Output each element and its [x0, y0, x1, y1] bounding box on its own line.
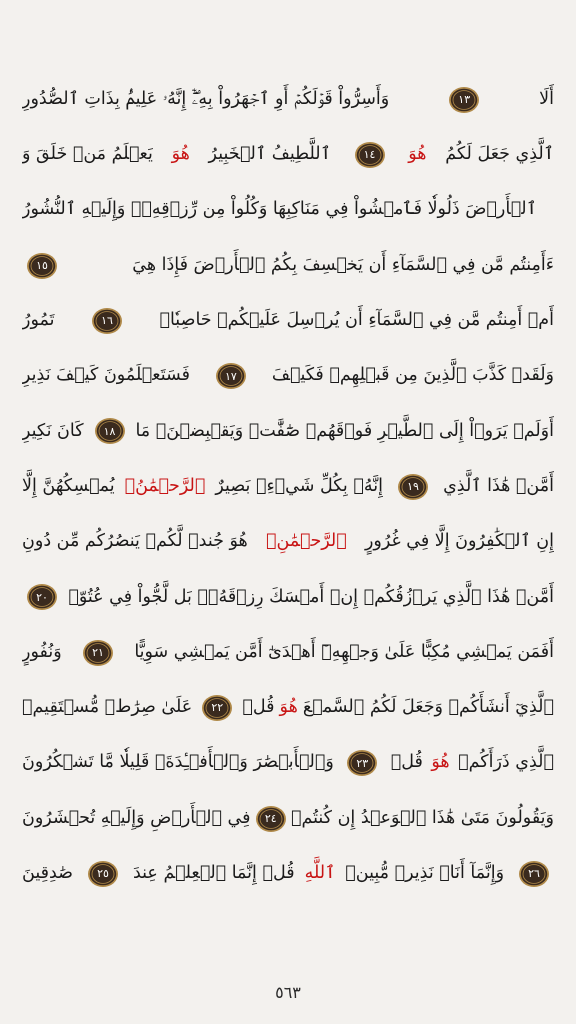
verse-text: أَفَمَن يَمۡشِي مُكِبًّا عَلَىٰ وَجۡهِهِۦٓ أَهۡدَىٰٓ أَمَّن يَمۡشِي سَوِيًّا [134, 641, 554, 662]
verse-lines [22, 72, 554, 901]
verse-text: يَعۡلَمُ مَنۡ خَلَقَ وَ [22, 144, 153, 165]
verse-text: هُوَ جُندٞ لَّكُمۡ يَنصُرُكُم مِّن دُونِ [22, 531, 248, 552]
divine-name-highlight: ٱلرَّحۡمَٰنِۚ [266, 531, 347, 552]
verse-text: فِي ٱلۡأَرۡضِ وَإِلَيۡهِ تُحۡشَرُونَ [22, 807, 251, 828]
verse-text: كَانَ نَكِيرِ [22, 420, 84, 441]
divine-name-highlight: ٱلرَّحۡمَٰنُۚ [124, 475, 206, 496]
ayah-marker [26, 252, 58, 280]
ayah-number: ٢٣ [356, 756, 369, 770]
verse-text: إِنِ ٱلۡكَٰفِرُونَ إِلَّا فِي غُرُورٍ [364, 531, 554, 552]
verse-line [22, 625, 554, 680]
ayah-marker [397, 473, 429, 501]
ayah-marker [448, 86, 480, 114]
verse-text: أَمَّنۡ هَٰذَا ٱلَّذِي [443, 475, 554, 496]
ayah-number: ١٥ [36, 259, 48, 273]
verse-line [22, 791, 554, 846]
ayah-number: ١٧ [225, 369, 237, 383]
verse-text: وَنُفُورٍ [22, 641, 62, 662]
ayah-number: ٢٤ [264, 812, 277, 825]
verse-text: وَلَقَدۡ كَذَّبَ ٱلَّذِينَ مِن قَبۡلِهِمۡ فَكَيۡفَ [271, 365, 554, 386]
verse-text: ءَأَمِنتُم مَّن فِي ٱلسَّمَآءِ أَن يَخۡسِفَ بِكُمُ ٱلۡأَرۡضَ فَإِذَا هِيَ [132, 254, 554, 275]
divine-name-highlight: هُوَ [408, 144, 427, 165]
ayah-marker [354, 141, 386, 169]
verse-line [22, 404, 554, 459]
ayah-number: ١٩ [407, 480, 419, 494]
verse-text: ٱللَّطِيفُ ٱلۡخَبِيرُ [208, 144, 331, 165]
ayah-number: ٢٠ [36, 590, 48, 604]
verse-text: أَلَا [539, 88, 554, 109]
verse-line [22, 736, 554, 791]
verse-text: يُمۡسِكُهُنَّ إِلَّا [22, 475, 115, 496]
verse-line [22, 459, 554, 514]
ayah-number: ٢٦ [528, 867, 540, 881]
verse-line [22, 238, 554, 293]
verse-text: وَٱلۡأَبۡصَٰرَ وَٱلۡأَفۡـِٔدَةَۚ قَلِيلٗا مَّا تَشۡكُرُونَ [22, 752, 334, 773]
verse-text: قُلۡ [242, 697, 275, 718]
ayah-number: ٢١ [92, 646, 104, 660]
ayah-number: ١٦ [101, 314, 113, 328]
ayah-marker [91, 307, 123, 335]
ayah-marker [518, 860, 550, 888]
verse-line [22, 348, 554, 403]
verse-text: قُلۡ [390, 752, 423, 773]
ayah-number: ٢٥ [97, 867, 109, 881]
verse-text: أَوَلَمۡ يَرَوۡاْ إِلَى ٱلطَّيۡرِ فَوۡقَهُمۡ صَٰٓفَّٰتٖ وَيَقۡبِضۡنَۚ مَا [135, 420, 554, 441]
verse-text: أَمَّنۡ هَٰذَا ٱلَّذِي يَرۡزُقُكُمۡ إِنۡ أَمۡسَكَ رِزۡقَهُۥۚ بَل لَّجُّواْ فِي عُتُوّٖ [68, 586, 554, 607]
verse-text: قُلۡ إِنَّمَا ٱلۡعِلۡمُ عِندَ [132, 863, 295, 884]
page-number: ٥٦٣ [275, 983, 301, 1002]
verse-line [22, 72, 554, 127]
verse-line [22, 293, 554, 348]
verse-text: ٱلَّذِيٓ أَنشَأَكُمۡ وَجَعَلَ لَكُمُ ٱلسَّمۡعَ [302, 697, 554, 718]
verse-line [22, 680, 554, 735]
ayah-marker [201, 694, 233, 722]
divine-name-highlight: هُوَ [431, 752, 450, 773]
verse-text: ٱلۡأَرۡضَ ذَلُولٗا فَٱمۡشُواْ فِي مَنَاكِبِهَا وَكُلُواْ مِن رِّزۡقِهِۦۖ وَإِلَيۡهِ ٱلنُّشُورُ [22, 199, 537, 220]
verse-text: ٱلَّذِي ذَرَأَكُمۡ [458, 752, 554, 773]
verse-text: تَمُورُ [22, 310, 55, 331]
divine-name-highlight: هُوَ [279, 697, 298, 718]
divine-name-highlight: هُوَ [171, 144, 190, 165]
verse-line [22, 127, 554, 182]
verse-text: أَمۡ أَمِنتُم مَّن فِي ٱلسَّمَآءِ أَن يُرۡسِلَ عَلَيۡكُمۡ حَاصِبٗاۖ [159, 310, 554, 331]
verse-text: وَأَسِرُّواْ قَوۡلَكُمۡ أَوِ ٱجۡهَرُواْ بِهِۦٓۖ إِنَّهُۥ عَلِيمُۢ بِذَاتِ ٱلصُّدُورِ [22, 88, 390, 109]
ayah-marker [255, 805, 287, 833]
ayah-marker [87, 860, 119, 888]
ayah-marker [94, 417, 126, 445]
ayah-marker [346, 749, 378, 777]
verse-text: وَإِنَّمَآ أَنَا۠ نَذِيرٞ مُّبِينٞ [345, 863, 505, 884]
verse-line [22, 514, 554, 569]
ayah-marker [82, 639, 114, 667]
verse-text: ٱلَّذِي جَعَلَ لَكُمُ [445, 144, 554, 165]
verse-text: إِنَّهُۥ بِكُلِّ شَيۡءِۭ بَصِيرٌ [215, 475, 383, 496]
ayah-number: ١٨ [103, 424, 116, 438]
ayah-number: ١٣ [458, 93, 471, 107]
divine-name-highlight: ٱللَّهِ [304, 863, 336, 884]
ayah-number: ١٤ [363, 148, 376, 162]
ayah-marker [26, 583, 58, 611]
verse-text: فَسَتَعۡلَمُونَ كَيۡفَ نَذِيرِ [22, 365, 190, 386]
ayah-marker [215, 362, 247, 390]
verse-line [22, 570, 554, 625]
verse-line [22, 846, 554, 901]
verse-line [22, 183, 554, 238]
verse-text: عَلَىٰ صِرَٰطٖ مُّسۡتَقِيمٖ [22, 697, 193, 718]
verse-text: صَٰدِقِينَ [22, 863, 74, 884]
ayah-number: ٢٢ [211, 701, 224, 715]
verse-text: وَيَقُولُونَ مَتَىٰ هَٰذَا ٱلۡوَعۡدُ إِن كُنتُمۡ [290, 807, 554, 828]
